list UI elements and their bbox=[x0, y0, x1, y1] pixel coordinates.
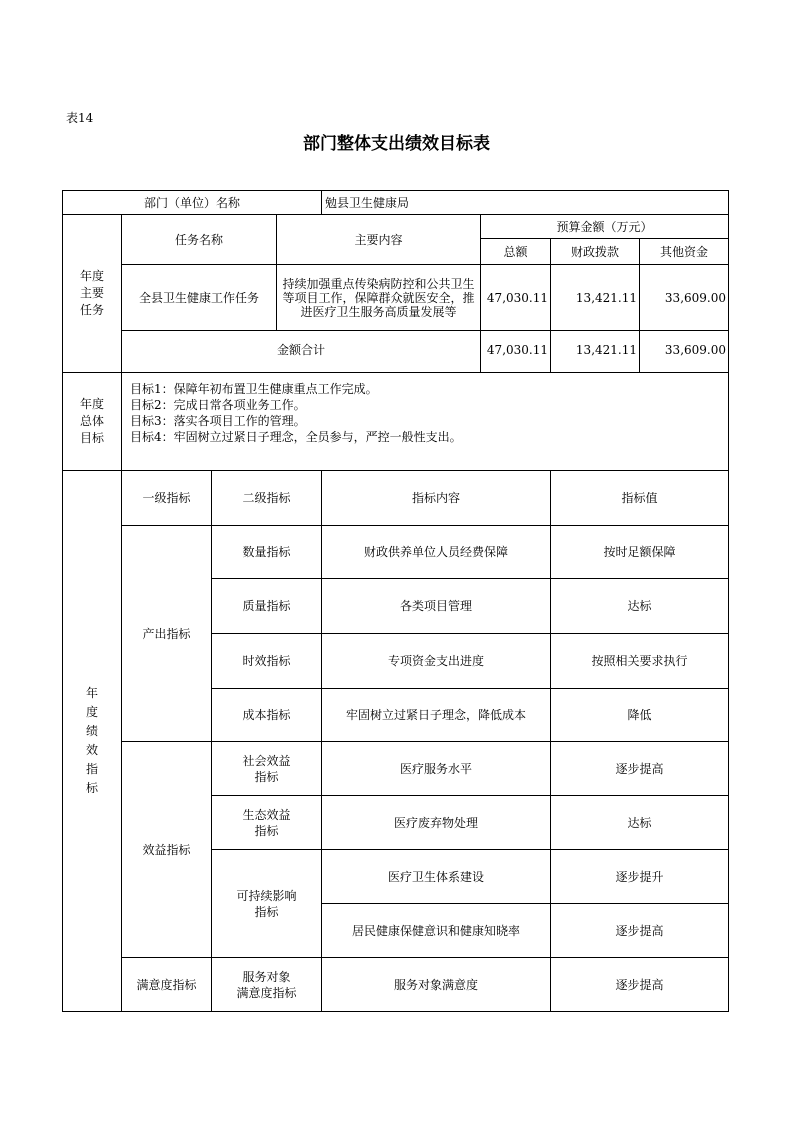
indicator-value: 逐步提高 bbox=[551, 742, 729, 796]
task-fiscal: 13,421.11 bbox=[551, 265, 640, 331]
indicator-content: 医疗服务水平 bbox=[322, 742, 551, 796]
indicator-value: 逐步提高 bbox=[551, 958, 729, 1012]
section-label-indicators: 年 度 绩 效 指 标 bbox=[63, 471, 122, 1012]
goal-line: 目标4：牢固树立过紧日子理念，全员参与，严控一般性支出。 bbox=[130, 430, 462, 444]
unit-label: 部门（单位）名称 bbox=[63, 191, 322, 215]
level2-sustain: 可持续影响 指标 bbox=[212, 850, 322, 958]
level2-quantity: 数量指标 bbox=[212, 526, 322, 579]
performance-table bbox=[62, 190, 729, 1012]
sum-label: 金额合计 bbox=[122, 337, 481, 373]
col-indicator-content: 指标内容 bbox=[322, 471, 551, 526]
col-budget-amount: 预算金额（万元） bbox=[481, 215, 729, 239]
goals-row bbox=[63, 373, 729, 471]
level1-output: 产出指标 bbox=[122, 526, 212, 742]
col-indicator-value: 指标值 bbox=[551, 471, 729, 526]
level1-satisfaction: 满意度指标 bbox=[122, 958, 212, 1012]
sum-fiscal: 13,421.11 bbox=[551, 337, 640, 373]
level2-cost: 成本指标 bbox=[212, 689, 322, 742]
task-total: 47,030.11 bbox=[481, 265, 551, 331]
page-title: 部门整体支出绩效目标表 bbox=[303, 134, 490, 154]
level2-eco: 生态效益 指标 bbox=[212, 796, 322, 850]
level2-timeliness: 时效指标 bbox=[212, 634, 322, 689]
indicator-content: 服务对象满意度 bbox=[322, 958, 551, 1012]
indicator-content: 专项资金支出进度 bbox=[322, 634, 551, 689]
indicator-value: 降低 bbox=[551, 689, 729, 742]
task-other: 33,609.00 bbox=[640, 265, 729, 331]
goal-line: 目标2：完成日常各项业务工作。 bbox=[130, 398, 306, 412]
table-row bbox=[63, 526, 729, 579]
unit-value: 勉县卫生健康局 bbox=[322, 191, 729, 215]
unit-row bbox=[63, 191, 729, 215]
indicator-value: 达标 bbox=[551, 579, 729, 634]
task-name: 全县卫生健康工作任务 bbox=[122, 265, 277, 331]
goal-line: 目标1：保障年初布置卫生健康重点工作完成。 bbox=[130, 382, 378, 396]
col-level2: 二级指标 bbox=[212, 471, 322, 526]
table-number: 表14 bbox=[66, 111, 94, 125]
indicator-content: 各类项目管理 bbox=[322, 579, 551, 634]
task-content: 持续加强重点传染病防控和公共卫生等项目工作，保障群众就医安全，推进医疗卫生服务高质量发展等 bbox=[277, 265, 481, 331]
indicator-content: 医疗卫生体系建设 bbox=[322, 850, 551, 904]
sum-row bbox=[63, 337, 729, 373]
col-level1: 一级指标 bbox=[122, 471, 212, 526]
sum-total: 47,030.11 bbox=[481, 337, 551, 373]
table-row bbox=[63, 742, 729, 796]
section-label-tasks: 年度 主要 任务 bbox=[63, 215, 122, 373]
level2-satisfaction: 服务对象 满意度指标 bbox=[212, 958, 322, 1012]
col-task-name: 任务名称 bbox=[122, 215, 277, 265]
indicator-content: 牢固树立过紧日子理念，降低成本 bbox=[322, 689, 551, 742]
task-header-row bbox=[63, 215, 729, 239]
col-main-content: 主要内容 bbox=[277, 215, 481, 265]
goal-line: 目标3：落实各项目工作的管理。 bbox=[130, 414, 306, 428]
indicator-value: 达标 bbox=[551, 796, 729, 850]
indicator-value: 按时足额保障 bbox=[551, 526, 729, 579]
level2-social: 社会效益 指标 bbox=[212, 742, 322, 796]
level1-benefit: 效益指标 bbox=[122, 742, 212, 958]
table-row bbox=[63, 958, 729, 1012]
level2-quality: 质量指标 bbox=[212, 579, 322, 634]
indicator-header-row bbox=[63, 471, 729, 526]
indicator-content: 医疗废弃物处理 bbox=[322, 796, 551, 850]
table-row bbox=[63, 265, 729, 331]
indicator-content: 居民健康保健意识和健康知晓率 bbox=[322, 904, 551, 958]
col-fiscal: 财政拨款 bbox=[551, 239, 640, 265]
section-label-goals: 年度 总体 目标 bbox=[63, 373, 122, 471]
goals-text bbox=[122, 373, 729, 471]
indicator-value: 按照相关要求执行 bbox=[551, 634, 729, 689]
indicator-value: 逐步提高 bbox=[551, 904, 729, 958]
col-total: 总额 bbox=[481, 239, 551, 265]
col-other: 其他资金 bbox=[640, 239, 729, 265]
indicator-content: 财政供养单位人员经费保障 bbox=[322, 526, 551, 579]
sum-other: 33,609.00 bbox=[640, 337, 729, 373]
indicator-value: 逐步提升 bbox=[551, 850, 729, 904]
